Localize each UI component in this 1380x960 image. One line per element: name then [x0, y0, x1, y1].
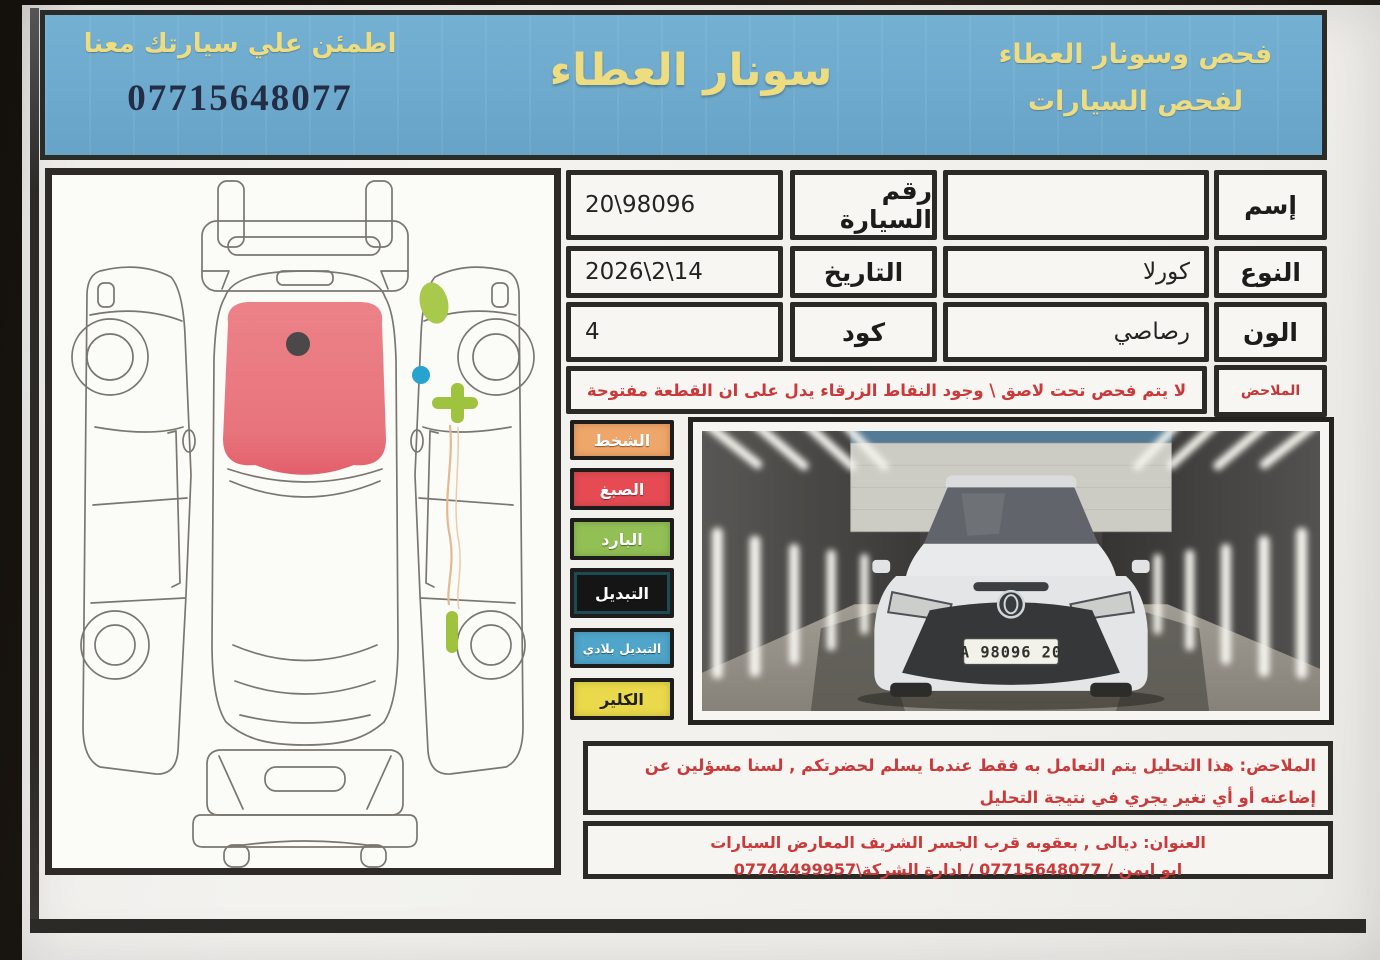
- page-frame-left: [30, 8, 39, 933]
- legend-scratch: الشخط: [570, 420, 674, 460]
- mark-scratch-line: [447, 425, 451, 605]
- legend-replacement-local: التبديل بلادي: [570, 628, 674, 668]
- disclaimer-note: الملاحض: هذا التحليل يتم التعامل به فقط عندما يسلم لحضرتكم , لسنا مسؤلين عن إضاعته أو أي تغير يجري في نتيجة التحليل: [583, 741, 1333, 815]
- banner-center: [405, 15, 977, 155]
- banner-subtitle-line1: فحص وسونار العطاء: [998, 39, 1273, 70]
- car-number-value: 20\98096: [566, 170, 783, 240]
- car-photo: [688, 417, 1334, 725]
- license-plate-text: 20 A 98096: [959, 643, 1063, 662]
- banner-subtitle-line2: لفحص السيارات: [1027, 86, 1244, 118]
- color-value: رصاصي: [943, 302, 1209, 362]
- mark-hood-dot: [286, 332, 310, 356]
- color-label: الون: [1214, 302, 1327, 362]
- mark-rear-door-green: [446, 611, 458, 653]
- mark-scratch-line-2: [456, 427, 460, 609]
- side-view-left: [72, 267, 195, 774]
- legend-paint: الصبغ: [570, 468, 674, 510]
- address-block: [583, 821, 1333, 879]
- banner-tagline: اطمئن علي سيارتك معنا: [83, 29, 397, 59]
- side-view-right: [411, 267, 534, 774]
- code-value: 4: [566, 302, 783, 362]
- car-photo-scene: [702, 431, 1320, 711]
- banner-contact: [45, 15, 405, 155]
- address-line2: ابو ايمن / 07715648077 / ادارة الشركة\07744499957: [733, 860, 1183, 880]
- name-label: إسم: [1214, 170, 1327, 240]
- legend-clear: الكلير: [570, 678, 674, 720]
- car-diagram-svg: [52, 175, 554, 868]
- inspection-notice: لا يتم فحص تحت لاصق \ وجود النقاط الزرقاء يدل على ان القطعة مفتوحة: [566, 366, 1207, 414]
- front-bumper: [202, 221, 408, 291]
- address-line1: العنوان: ديالى , بعقوبه قرب الجسر الشريف المعارض السيارات: [710, 833, 1206, 852]
- mark-fender-green: [415, 279, 452, 327]
- legend-replacement: التبديل: [570, 568, 674, 618]
- banner-subtitle: [977, 15, 1322, 155]
- legend-cold: البارد: [570, 518, 674, 560]
- mark-green-cross: [432, 383, 478, 423]
- page-frame-bottom: [30, 919, 1366, 933]
- name-value: [943, 170, 1209, 240]
- type-label: النوع: [1214, 246, 1327, 298]
- car-damage-diagram: [45, 168, 561, 875]
- header-banner: [40, 10, 1327, 160]
- notes-label: الملاحض: [1214, 365, 1327, 417]
- date-label: التاريخ: [790, 246, 937, 298]
- date-value: 2026\2\14: [566, 246, 783, 298]
- code-label: كود: [790, 302, 937, 362]
- banner-phone: 07715648077: [127, 78, 353, 119]
- mark-hood-paint: [223, 302, 386, 475]
- car-number-label: رقم السيارة: [790, 170, 937, 240]
- type-value: كورلا: [943, 246, 1209, 298]
- company-title: سونار العطاء: [549, 45, 833, 96]
- mark-blue-dot: [412, 366, 430, 384]
- damage-legend: [570, 420, 676, 720]
